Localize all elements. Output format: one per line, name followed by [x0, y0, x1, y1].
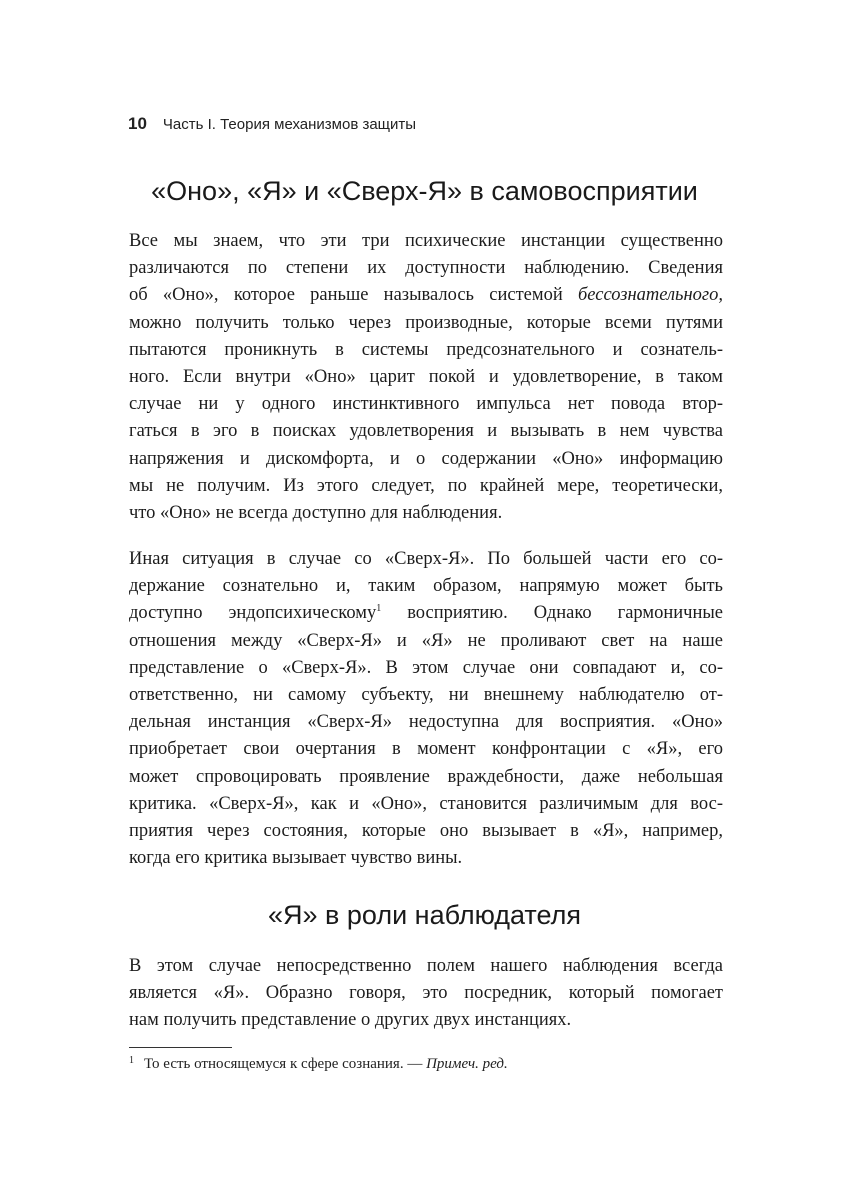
text-line: В этом случае непосредственно полем нашего наблюдения всегда — [129, 956, 723, 976]
text-line: Иная ситуация в случае со «Сверх-Я». По большей части его со- — [129, 549, 723, 569]
text-line: пытаются проникнуть в системы предсознательного и сознатель- — [129, 339, 723, 360]
text-line: мы не получим. Из этого следует, по крайней мере, теоретически, — [129, 475, 723, 496]
text-line: является «Я». Образно говоря, это посредник, который помогает — [129, 983, 723, 1004]
text-line: доступно эндопсихическому$^1$ восприятию. Однако гармоничные — [129, 603, 723, 624]
text-line: Все мы знаем, что эти три психические инстанции существенно — [129, 231, 723, 251]
text-line: можно получить только через производные, которые всеми путями — [129, 312, 723, 333]
text-line: различаются по степени их доступности наблюдению. Сведения — [129, 258, 723, 279]
text-line: приятия через состояния, которые оно вызывает в «Я», например, — [129, 820, 723, 841]
text-line: ответственно, ни самому субъекту, ни внешнему наблюдателю от- — [129, 684, 723, 705]
text-line: может спровоцировать проявление враждебности, даже небольшая — [129, 766, 723, 787]
text-line: критика. «Сверх-Я», как и «Оно», становится различимым для вос- — [129, 793, 723, 814]
text-line: когда его критика вызывает чувство вины. — [129, 848, 463, 869]
text-line: случае ни у одного инстинктивного импульса нет повода втор- — [129, 394, 723, 415]
page-number: 10 — [128, 114, 147, 133]
paragraph-3 — [129, 953, 723, 1035]
text-line: гаться в эго в поисках удовлетворения и вызывать в нем чувства — [129, 421, 723, 442]
text-line: ного. Если внутри «Оно» царит покой и удовлетворение, в таком — [129, 366, 723, 387]
section-heading-self-perception: «Оно», «Я» и «Сверх-Я» в самовосприятии — [151, 176, 698, 206]
footnote-text: То есть относящемуся к сфере сознания. — — [144, 1056, 427, 1072]
section-heading-observer: «Я» в роли наблюдателя — [268, 900, 581, 930]
text-line: нам получить представление о других двух инстанциях. — [129, 1010, 572, 1031]
text-line: отношения между «Сверх-Я» и «Я» не проливают свет на наше — [129, 630, 723, 651]
italic-term: бессознательного, — [577, 285, 723, 306]
footnote-reference[interactable]: 1 — [376, 603, 382, 615]
running-header — [128, 114, 416, 134]
text-line: что «Оно» не всегда доступно для наблюдения. — [129, 502, 503, 523]
text-line: приобретает свои очертания в момент конфронтации с «Я», его — [129, 739, 723, 760]
text-line: дельная инстанция «Сверх-Я» недоступна для восприятия. «Оно» — [129, 712, 723, 733]
paragraph-1 — [129, 228, 723, 527]
footnote — [129, 1055, 508, 1073]
footnote-editor-note: Примеч. ред. — [426, 1056, 508, 1072]
text-line: напряжения и дискомфорта, и о содержании «Оно» информацию — [129, 448, 723, 469]
text-line: держание сознательно и, таким образом, напрямую может быть — [129, 576, 723, 597]
footnote-number: 1 — [129, 1055, 134, 1066]
text-line: представление о «Сверх-Я». В этом случае они совпадают и, со- — [129, 657, 723, 678]
footnote-divider — [129, 1047, 232, 1048]
text-line: об «Оно», которое раньше называлось системой бессознательного, — [129, 285, 723, 306]
running-title: Часть I. Теория механизмов защиты — [162, 116, 417, 133]
paragraph-2 — [129, 546, 723, 872]
